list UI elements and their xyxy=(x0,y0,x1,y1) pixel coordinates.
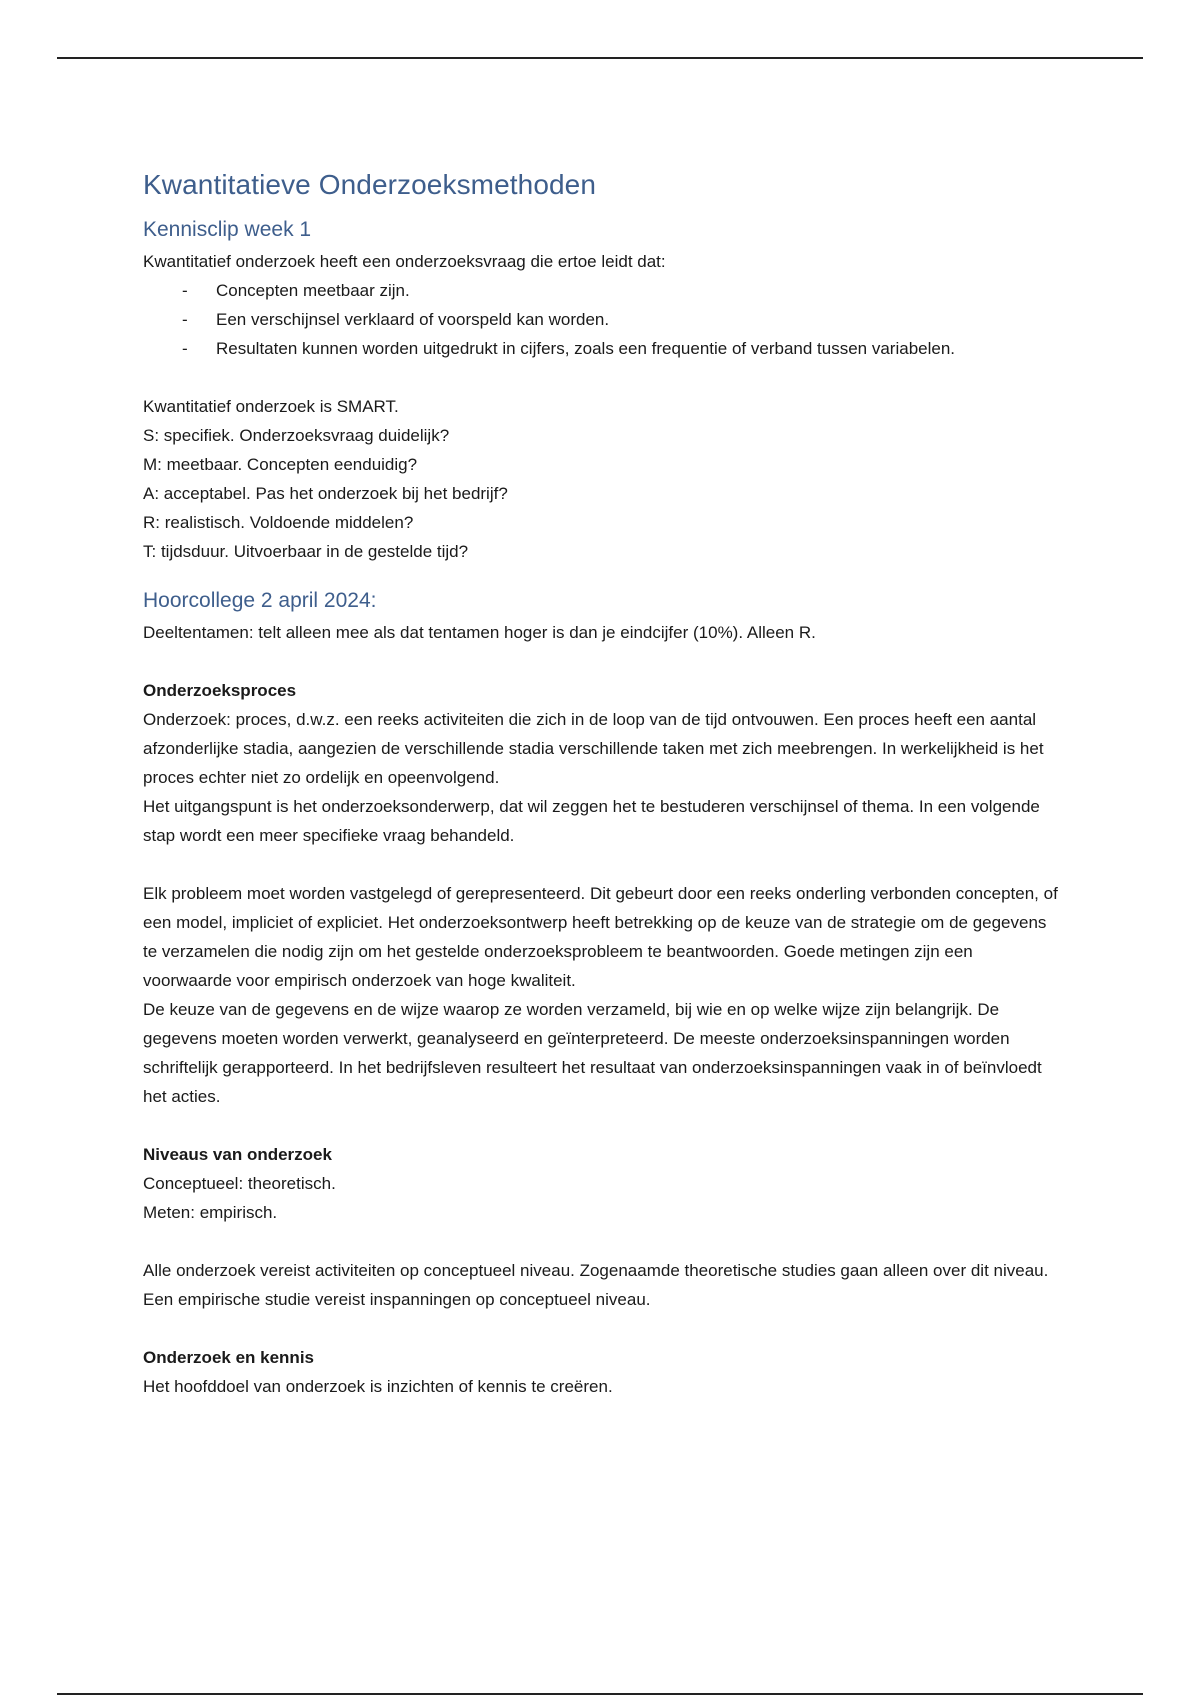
smart-line-m: M: meetbaar. Concepten eenduidig? xyxy=(143,455,418,474)
proces-paragraph-2: Het uitgangspunt is het onderzoeksonderwerp, dat wil zeggen het te bestuderen verschijnsel of thema. In een volgende stap wordt een meer specifieke vraag behandeld. xyxy=(143,797,1040,845)
smart-line-r: R: realistisch. Voldoende middelen? xyxy=(143,513,414,532)
niveaus-paragraph-2: Een empirische studie vereist inspanningen op conceptueel niveau. xyxy=(143,1290,651,1309)
niveaus-paragraph-1: Alle onderzoek vereist activiteiten op conceptueel niveau. Zogenaamde theoretische studies gaan alleen over dit niveau. xyxy=(143,1261,1049,1280)
niveau-line-meten: Meten: empirisch. xyxy=(143,1203,278,1222)
document-title: Kwantitatieve Onderzoeksmethoden xyxy=(143,169,597,200)
list-item: - Resultaten kunnen worden uitgedrukt in cijfers, zoals een frequentie of verband tussen variabelen. xyxy=(216,334,1063,363)
list-item: - Concepten meetbaar zijn. xyxy=(216,276,1063,305)
smart-line-s: S: specifiek. Onderzoeksvraag duidelijk? xyxy=(143,426,450,445)
bottom-rule xyxy=(57,1693,1143,1695)
proces-paragraph-1: Onderzoek: proces, d.w.z. een reeks activiteiten die zich in de loop van de tijd ontvouwen. Een proces heeft een aantal afzonderlijke stadia, aangezien de verschillende stadia verschillende taken met zich meebrengen. In werkelijkheid is het proces echter niet zo ordelijk en opeenvolgend. xyxy=(143,710,1044,787)
intro-paragraph: Kwantitatief onderzoek heeft een onderzoeksvraag die ertoe leidt dat: xyxy=(143,252,666,271)
top-rule xyxy=(57,57,1143,59)
kennis-paragraph: Het hoofddoel van onderzoek is inzichten of kennis te creëren. xyxy=(143,1377,613,1396)
deeltentamen-paragraph: Deeltentamen: telt alleen mee als dat tentamen hoger is dan je eindcijfer (10%). Alleen R. xyxy=(143,623,816,642)
proces-paragraph-4: De keuze van de gegevens en de wijze waarop ze worden verzameld, bij wie en op welke wijze zijn belangrijk. De gegevens moeten worden verwerkt, geanalyseerd en geïnterpreteerd. De meeste onderzoeksinspanningen worden schriftelijk gerapporteerd. In het bedrijfsleven resulteert het resultaat van onderzoeksinspanningen vaak in of beïnvloedt het acties. xyxy=(143,1000,1042,1106)
smart-intro: Kwantitatief onderzoek is SMART. xyxy=(143,397,399,416)
heading-hoorcollege: Hoorcollege 2 april 2024: xyxy=(143,589,377,612)
list-item: - Een verschijnsel verklaard of voorspeld kan worden. xyxy=(216,305,1063,334)
smart-line-a: A: acceptabel. Pas het onderzoek bij het bedrijf? xyxy=(143,484,508,503)
smart-line-t: T: tijdsduur. Uitvoerbaar in de gestelde tijd? xyxy=(143,542,469,561)
niveau-line-conceptueel: Conceptueel: theoretisch. xyxy=(143,1174,336,1193)
document-page xyxy=(143,168,1063,1401)
criteria-list xyxy=(143,276,1063,363)
heading-niveaus: Niveaus van onderzoek xyxy=(143,1145,332,1164)
heading-onderzoeksproces: Onderzoeksproces xyxy=(143,681,297,700)
proces-paragraph-3: Elk probleem moet worden vastgelegd of gerepresenteerd. Dit gebeurt door een reeks onderling verbonden concepten, of een model, impliciet of expliciet. Het onderzoeksontwerp heeft betrekking op de keuze van de strategie om de gegevens te verzamelen die nodig zijn om het gestelde onderzoeksprobleem te beantwoorden. Goede metingen zijn een voorwaarde voor empirisch onderzoek van hoge kwaliteit. xyxy=(143,884,1058,990)
heading-onderzoek-kennis: Onderzoek en kennis xyxy=(143,1348,314,1367)
heading-kennisclip: Kennisclip week 1 xyxy=(143,218,312,241)
